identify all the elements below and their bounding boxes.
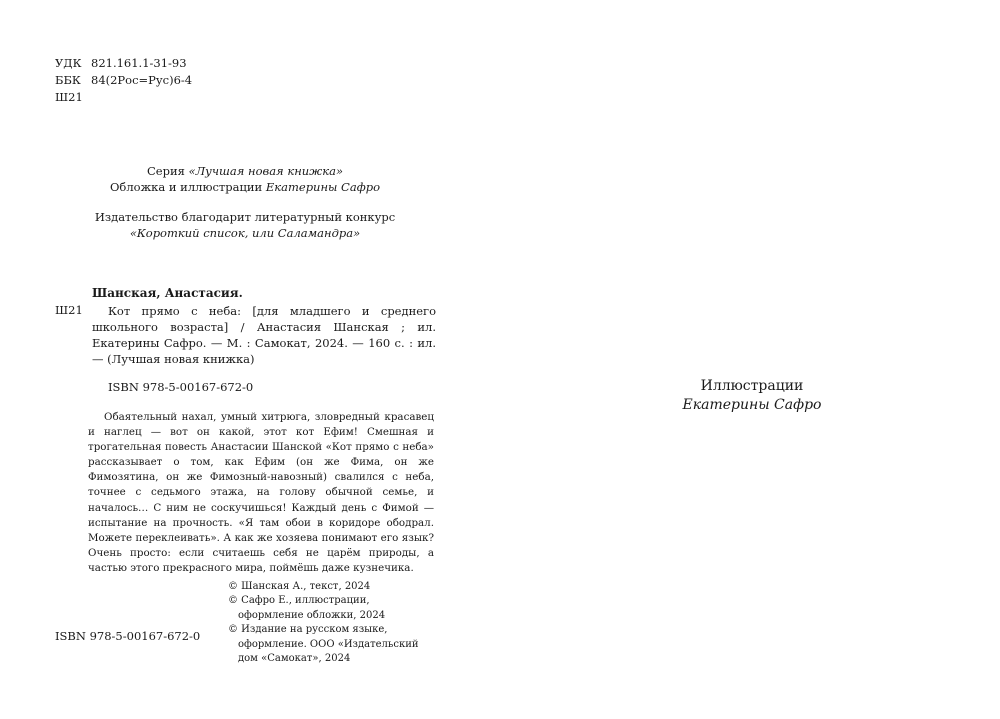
udk-row bbox=[55, 55, 192, 72]
catalog-author: Шанская, Анастасия. bbox=[92, 286, 243, 300]
catalog-isbn: ISBN 978-5-00167-672-0 bbox=[108, 380, 254, 394]
series-line bbox=[55, 163, 435, 179]
series-prefix: Серия bbox=[146, 164, 189, 178]
copyright-illustrations: © Сафро Е., иллюстрации, оформление обложки, 2024 bbox=[228, 595, 386, 621]
bbk-value: 84(2Рос=Рус)6-4 bbox=[91, 73, 193, 87]
thanks-line-2: «Короткий список, или Саламандра» bbox=[129, 226, 361, 240]
udk-label: УДК bbox=[55, 56, 82, 70]
shifr-code: Ш21 bbox=[55, 90, 83, 104]
thanks-line-1: Издательство благодарит литературный конкурс bbox=[94, 210, 396, 224]
publisher-thanks bbox=[55, 209, 435, 241]
copyright-edition: © Издание на русском языке, оформление. ООО «Издательский дом «Самокат», 2024 bbox=[228, 624, 419, 665]
shifr-row bbox=[55, 89, 192, 106]
classification-codes bbox=[55, 55, 192, 106]
illustrations-credit bbox=[672, 377, 832, 415]
series-info bbox=[55, 163, 435, 195]
isbn-bottom: ISBN 978-5-00167-672-0 bbox=[55, 629, 201, 643]
annotation-text: Обаятельный нахал, умный хитрюга, зловредный красавец и наглец — вот он какой, этот кот Ефим! Смешная и трогательная повесть Анастасии Шанской «Кот прямо с неба» рассказывает о том, как Ефим (он же Фима, он же Фимозятина, он же Фимозный-навозный) свалился с неба, точнее с седьмого этажа, на голову обычной семье, и началось… С ним не соскучишься! Каждый день с Фимой — испытание на прочность. «Я там обои в коридоре ободрал. Можете переклеивать». А как же хозяева понимают его язык? Очень просто: если считаешь себя не царём природы, а частью этого прекрасного мира, поймёшь даже кузнечика. bbox=[88, 411, 434, 574]
copyright-text: © Шанская А., текст, 2024 bbox=[228, 581, 371, 592]
cover-illustrator: Екатерины Сафро bbox=[265, 180, 380, 194]
catalog-record: Кот прямо с неба: [для младшего и среднего школьного возраста] / Анастасия Шанская ; ил. Екатерины Сафро. — М. : Самокат, 2024. — 160 с. : ил. — (Лучшая новая книжка) bbox=[92, 304, 436, 366]
catalog-shifr: Ш21 bbox=[55, 303, 83, 317]
series-name: «Лучшая новая книжка» bbox=[188, 164, 344, 178]
cover-prefix: Обложка и иллюстрации bbox=[109, 180, 266, 194]
right-page bbox=[500, 0, 1000, 719]
bbk-row bbox=[55, 72, 192, 89]
cover-line bbox=[55, 179, 435, 195]
udk-value: 821.161.1-31-93 bbox=[91, 56, 187, 70]
illustrator-name: Екатерины Сафро bbox=[682, 397, 822, 413]
copyright-block bbox=[228, 580, 438, 666]
bbk-label: ББК bbox=[55, 73, 81, 87]
illustrations-label: Иллюстрации bbox=[700, 378, 804, 394]
